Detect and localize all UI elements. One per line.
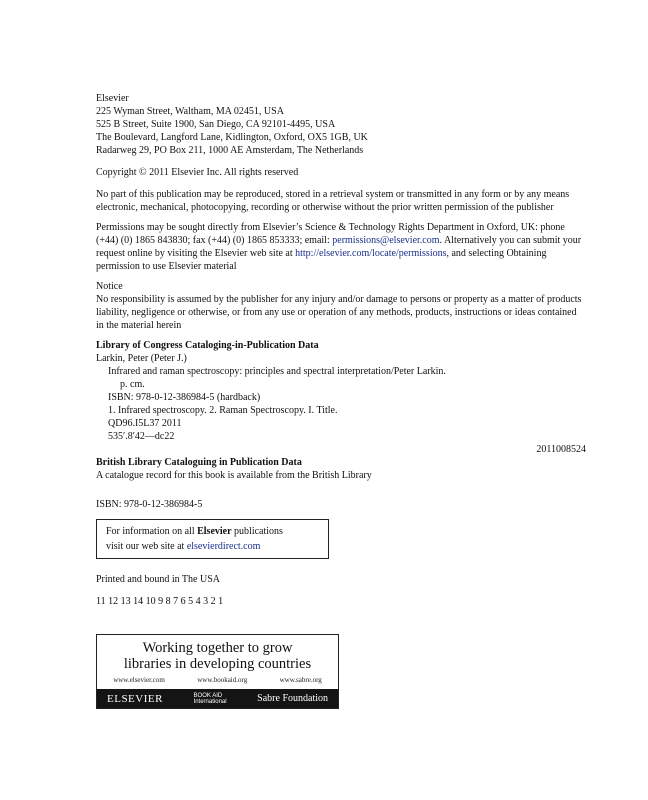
- notice-body: No responsibility is assumed by the publisher for any injury and/or damage to persons or property as a matter of products liability, negligence or otherwise, or from any use or operation of any methods, products, instructions or ideas contained in the material herein: [96, 294, 582, 331]
- address-line: 225 Wyman Street, Waltham, MA 02451, USA: [96, 106, 284, 117]
- bookaid-logo: [194, 693, 227, 705]
- loc-cip-block: [96, 339, 586, 456]
- sabre-logo: Sabre Foundation: [257, 693, 328, 704]
- banner-url: www.bookaid.org: [197, 676, 248, 684]
- loc-pages: p. cm.: [120, 379, 145, 390]
- bookaid-logo-line-1: BOOK AID: [193, 692, 223, 699]
- info-text-3: visit our web site at: [106, 541, 187, 552]
- copyright-line: Copyright © 2011 Elsevier Inc. All rights reserved: [96, 167, 299, 178]
- rights-notice: No part of this publication may be reproduced, stored in a retrieval system or transmitted in any form or by any means electronic, mechanical, photocopying, recording or otherwise without the prior written permission of the publisher: [96, 189, 570, 213]
- loc-title: Infrared and raman spectroscopy: principles and spectral interpretation/Peter Larkin.: [108, 366, 446, 377]
- notice-heading: Notice: [96, 281, 123, 292]
- elsevier-logo: ELSEVIER: [107, 692, 163, 705]
- publisher-name: Elsevier: [96, 93, 129, 104]
- bookaid-logo-line-2: International: [193, 698, 227, 705]
- banner-urls: [97, 676, 338, 684]
- banner-url: www.sabre.org: [279, 676, 322, 684]
- bl-text: A catalogue record for this book is available from the British Library: [96, 470, 372, 481]
- permissions-email-link[interactable]: permissions@elsevier.com: [332, 235, 440, 246]
- elsevierdirect-link[interactable]: elsevierdirect.com: [186, 541, 261, 552]
- info-text: For information on all: [106, 526, 198, 537]
- info-elsevier-bold: Elsevier: [197, 526, 232, 537]
- info-line-1: [106, 524, 328, 539]
- address-line: The Boulevard, Langford Lane, Kidlington, Oxford, OX5 1GB, UK: [96, 132, 368, 143]
- printed-line: Printed and bound in The USA: [96, 574, 220, 585]
- book-aid-banner: [96, 634, 339, 709]
- bl-heading: British Library Cataloguing in Publication Data: [96, 457, 302, 468]
- address-line: Radarweg 29, PO Box 211, 1000 AE Amsterdam, The Netherlands: [96, 145, 364, 156]
- banner-logo-strip: [97, 689, 338, 708]
- loc-dewey: 535′.8′42—dc22: [108, 431, 175, 442]
- permissions-text-3: , and selecting Obtaining permission to use Elsevier material: [96, 248, 547, 272]
- isbn-line: ISBN: 978-0-12-386984-5: [96, 499, 203, 510]
- loc-control-number: 2011008524: [536, 444, 586, 455]
- copyright-page: [96, 92, 586, 608]
- permissions-text-2: . Alternatively you can submit your request online by visiting the Elsevier web site at: [96, 235, 582, 259]
- banner-tagline-1: Working together to grow: [142, 640, 293, 656]
- loc-heading: Library of Congress Cataloging-in-Publication Data: [96, 340, 319, 351]
- info-box: [96, 519, 329, 559]
- address-line: 525 B Street, Suite 1900, San Diego, CA 92101-4495, USA: [96, 119, 336, 130]
- info-text-2: publications: [231, 526, 283, 537]
- info-line-2: [106, 539, 328, 554]
- permissions-text: Permissions may be sought directly from Elsevier’s Science & Technology Rights Department in Oxford, UK: phone (+44) (0) 1865 843830; fax (+44) (0) 1865 853333; email:: [96, 222, 565, 246]
- bl-cip-block: [96, 456, 586, 482]
- loc-isbn: ISBN: 978-0-12-386984-5 (hardback): [108, 392, 261, 403]
- banner-tagline-2: libraries in developing countries: [123, 656, 312, 672]
- loc-author: Larkin, Peter (Peter J.): [96, 353, 187, 364]
- loc-classification: QD96.I5L37 2011: [108, 418, 182, 429]
- publisher-block: [96, 92, 586, 157]
- banner-url: www.elsevier.com: [113, 676, 165, 684]
- permissions-paragraph: [96, 221, 586, 273]
- permissions-url-link[interactable]: http://elsevier.com/locate/permissions: [295, 248, 447, 259]
- print-number-line: 11 12 13 14 10 9 8 7 6 5 4 3 2 1: [96, 596, 224, 607]
- loc-subjects: 1. Infrared spectroscopy. 2. Raman Spectroscopy. I. Title.: [108, 405, 338, 416]
